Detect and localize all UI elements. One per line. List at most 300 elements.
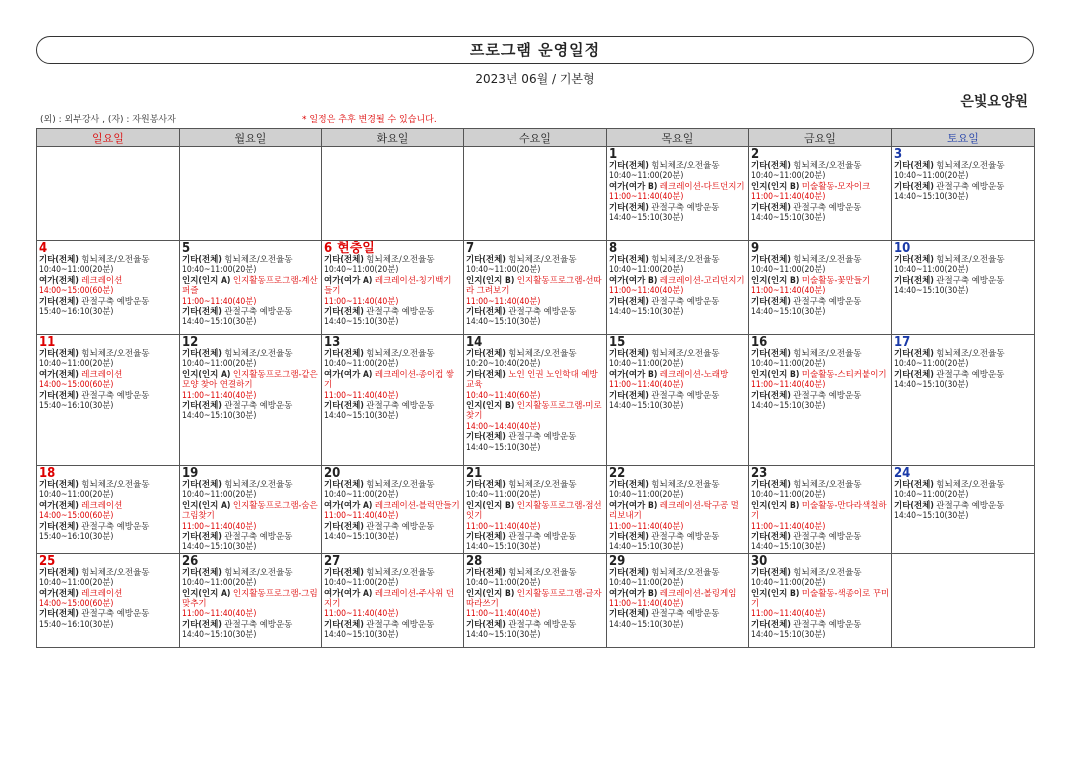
- day-number-text: 30: [751, 553, 768, 569]
- day-number: [609, 242, 747, 255]
- program-item: [182, 501, 320, 522]
- program-time: 10:40~11:00(20분): [894, 490, 969, 501]
- day-cell: [607, 241, 749, 335]
- program-item: [609, 276, 747, 286]
- day-cell: [322, 335, 464, 466]
- program-time: 11:00~11:40(40분): [182, 390, 257, 401]
- program-time: 10:40~11:00(20분): [466, 265, 541, 276]
- program-name: 힘뇌체조/오전율동: [366, 349, 435, 359]
- program-time: 10:40~11:00(20분): [182, 490, 257, 501]
- program-time: 14:40~15:10(30분): [894, 192, 969, 203]
- day-number-text: 23: [751, 466, 768, 481]
- program-name: 관절구축 예방운동: [224, 307, 293, 318]
- program-name: 인지활동프로그램-점선잇기: [466, 500, 602, 522]
- weekday-sat: 토요일: [892, 129, 1035, 147]
- program-name: 관절구축 예방운동: [81, 390, 150, 401]
- day-cell: [464, 241, 607, 335]
- program-category: 기타(전체): [324, 401, 364, 412]
- day-number-text: 2: [751, 147, 760, 162]
- program-name: 레크레이션-볼링게임: [659, 588, 737, 599]
- program-time: 10:40~11:00(20분): [39, 359, 114, 370]
- program-item: [182, 370, 320, 391]
- day-number-text: 19: [182, 466, 199, 481]
- program-time: 11:00~11:40(40분): [609, 380, 684, 391]
- program-item: [751, 182, 890, 192]
- program-item: [466, 480, 605, 490]
- program-category: 기타(전체): [39, 567, 79, 578]
- day-cell: [892, 335, 1035, 466]
- program-name: 관절구축 예방운동: [224, 532, 293, 543]
- program-category: 기타(전체): [751, 296, 791, 307]
- program-time: 14:40~15:10(30분): [894, 286, 969, 297]
- program-name: 미술활동-색종이로 꾸미기: [751, 588, 890, 610]
- day-number: [39, 467, 178, 480]
- program-category: 여가(전체): [39, 369, 79, 380]
- program-time: 11:00~11:40(40분): [751, 380, 826, 391]
- program-time: 11:00~11:40(40분): [609, 286, 684, 297]
- program-time: 14:40~15:10(30분): [894, 511, 969, 522]
- program-name: 인지활동프로그램-선따라 그려보기: [466, 275, 602, 297]
- program-name: 힘뇌체조/오전율동: [81, 567, 150, 578]
- week-row: [37, 335, 1035, 466]
- program-item: [182, 620, 320, 630]
- program-category: 인지(인지 B): [466, 588, 515, 599]
- day-cell: [464, 335, 607, 466]
- program-item: [751, 620, 890, 630]
- program-time: 14:40~15:10(30분): [466, 442, 541, 453]
- program-time: 14:00~15:00(60분): [39, 599, 114, 610]
- program-category: 기타(전체): [609, 532, 649, 543]
- program-name: 미술활동-스티커붙이기: [801, 369, 887, 380]
- program-item: [324, 276, 462, 297]
- program-category: 인지(인지 B): [466, 275, 515, 286]
- program-name: 인지활동프로그램-그림맞추기: [182, 588, 318, 610]
- program-category: 기타(전체): [894, 161, 934, 171]
- program-item: [751, 589, 890, 610]
- program-item: [182, 568, 320, 578]
- program-item: [751, 370, 890, 380]
- program-name: 관절구축 예방운동: [508, 432, 577, 443]
- program-time: 14:40~15:10(30분): [466, 630, 541, 641]
- program-name: 인지활동프로그램-같은모양 찾아 연결하기: [182, 369, 318, 391]
- day-cell: [464, 553, 607, 647]
- program-time: 10:40~11:00(20분): [39, 578, 114, 589]
- program-category: 인지(인지 A): [182, 275, 231, 286]
- program-category: 기타(전체): [324, 521, 364, 532]
- program-time: 14:40~15:10(30분): [609, 307, 684, 318]
- program-time: 14:40~15:10(30분): [609, 619, 684, 630]
- program-category: 기타(전체): [182, 619, 222, 630]
- program-category: 기타(전체): [466, 432, 506, 443]
- program-name: 힘뇌체조/오전율동: [366, 255, 435, 265]
- program-category: 기타(전체): [609, 161, 649, 171]
- program-category: 기타(전체): [466, 255, 506, 265]
- program-time: 10:40~11:00(20분): [894, 171, 969, 182]
- program-category: 여가(여가 A): [324, 275, 373, 286]
- day-number-text: 6: [324, 241, 333, 256]
- program-time: 10:40~11:00(20분): [751, 265, 826, 276]
- program-time: 15:40~16:10(30분): [39, 619, 114, 630]
- day-number: [609, 467, 747, 480]
- program-name: 관절구축 예방운동: [651, 296, 720, 307]
- program-name: 힘뇌체조/오전율동: [793, 480, 862, 490]
- program-category: 여가(여가 A): [324, 588, 373, 599]
- program-category: 기타(전체): [324, 349, 364, 359]
- program-time: 10:40~11:00(20분): [751, 359, 826, 370]
- program-name: 노인 인권 노인학대 예방 교육: [466, 369, 598, 391]
- day-number-text: 16: [751, 335, 768, 350]
- program-item: [324, 349, 462, 359]
- day-number-text: 15: [609, 335, 626, 350]
- day-number-text: 1: [609, 147, 618, 162]
- day-number-text: 5: [182, 241, 191, 256]
- program-name: 힘뇌체조/오전율동: [936, 349, 1005, 359]
- program-name: 관절구축 예방운동: [936, 181, 1005, 192]
- program-category: 기타(전체): [39, 296, 79, 307]
- day-number-text: 14: [466, 335, 483, 350]
- day-cell: [180, 147, 322, 241]
- program-category: 기타(전체): [609, 567, 649, 578]
- program-time: 14:00~15:00(60분): [39, 380, 114, 391]
- program-item: [751, 391, 890, 401]
- program-category: 기타(전체): [894, 369, 934, 380]
- program-item: [609, 161, 747, 171]
- day-number: [751, 336, 890, 349]
- program-item: [182, 255, 320, 265]
- program-category: 여가(여가 B): [609, 500, 658, 511]
- program-name: 관절구축 예방운동: [793, 619, 862, 630]
- program-item: [466, 432, 605, 442]
- program-name: 관절구축 예방운동: [81, 521, 150, 532]
- program-time: 11:00~11:40(40분): [182, 521, 257, 532]
- program-category: 기타(전체): [609, 609, 649, 620]
- program-item: [324, 370, 462, 391]
- program-time: 10:40~11:00(20분): [894, 265, 969, 276]
- day-cell: [892, 241, 1035, 335]
- program-item: [324, 522, 462, 532]
- program-category: 여가(여가 A): [324, 500, 373, 511]
- program-category: 기타(전체): [894, 275, 934, 286]
- program-item: [466, 501, 605, 522]
- program-category: 기타(전체): [751, 349, 791, 359]
- day-cell: [892, 553, 1035, 647]
- program-category: 기타(전체): [466, 619, 506, 630]
- program-name: 레크레이션-주사위 던지기: [324, 588, 454, 610]
- program-name: 관절구축 예방운동: [793, 390, 862, 401]
- program-category: 여가(전체): [39, 500, 79, 511]
- program-name: 관절구축 예방운동: [81, 296, 150, 307]
- program-item: [324, 401, 462, 411]
- program-item: [894, 349, 1033, 359]
- program-time: 15:40~16:10(30분): [39, 401, 114, 412]
- program-item: [39, 255, 178, 265]
- program-item: [466, 276, 605, 297]
- day-cell: [37, 241, 180, 335]
- program-item: [182, 480, 320, 490]
- day-number: [182, 555, 320, 568]
- program-category: 인지(인지 B): [751, 369, 800, 380]
- program-category: 기타(전체): [466, 567, 506, 578]
- program-name: 관절구축 예방운동: [508, 619, 577, 630]
- program-item: [609, 203, 747, 213]
- program-name: 관절구축 예방운동: [366, 521, 435, 532]
- program-category: 기타(전체): [751, 161, 791, 171]
- program-category: 기타(전체): [324, 567, 364, 578]
- weekday-tue: 화요일: [322, 129, 464, 147]
- program-name: 미술활동-꽃만들기: [801, 275, 871, 286]
- day-number-text: 10: [894, 241, 911, 256]
- day-number: [751, 242, 890, 255]
- page-title: 프로그램 운영일정: [36, 36, 1034, 64]
- day-cell: [322, 553, 464, 647]
- program-item: [751, 532, 890, 542]
- program-item: [39, 589, 178, 599]
- program-category: 기타(전체): [466, 307, 506, 318]
- program-name: 인지활동프로그램-미로찾기: [466, 401, 602, 422]
- program-category: 기타(전체): [609, 255, 649, 265]
- program-name: 관절구축 예방운동: [793, 296, 862, 307]
- program-category: 인지(인지 A): [182, 369, 231, 380]
- day-number: [751, 148, 890, 161]
- program-category: 기타(전체): [39, 609, 79, 620]
- program-item: [609, 568, 747, 578]
- program-item: [609, 349, 747, 359]
- program-time: 14:40~15:10(30분): [182, 630, 257, 641]
- day-number-text: 25: [39, 553, 56, 569]
- program-item: [894, 182, 1033, 192]
- program-name: 힘뇌체조/오전율동: [936, 161, 1005, 171]
- day-number: [324, 336, 462, 349]
- program-time: 10:40~11:00(20분): [609, 578, 684, 589]
- day-cell: [180, 553, 322, 647]
- program-category: 인지(인지 B): [751, 275, 800, 286]
- program-time: 10:40~11:00(20분): [466, 578, 541, 589]
- program-item: [751, 501, 890, 522]
- program-category: 여가(여가 A): [324, 369, 373, 380]
- program-name: 레크레이션: [81, 500, 123, 511]
- program-name: 힘뇌체조/오전율동: [224, 349, 293, 359]
- program-item: [894, 501, 1033, 511]
- program-time: 11:00~11:40(40분): [751, 521, 826, 532]
- day-cell: [607, 147, 749, 241]
- program-name: 관절구축 예방운동: [366, 401, 435, 412]
- program-time: 14:40~15:10(30분): [609, 401, 684, 412]
- program-category: 기타(전체): [751, 567, 791, 578]
- program-category: 여가(전체): [39, 588, 79, 599]
- day-number: [466, 467, 605, 480]
- program-name: 레크레이션-탁구공 멀리보내기: [609, 500, 739, 522]
- program-time: 11:00~11:40(40분): [182, 296, 257, 307]
- program-item: [609, 391, 747, 401]
- program-category: 기타(전체): [324, 307, 364, 318]
- program-time: 11:00~11:40(40분): [466, 296, 541, 307]
- day-number: [894, 148, 1033, 161]
- program-name: 힘뇌체조/오전율동: [508, 255, 577, 265]
- program-time: 10:40~11:00(20분): [39, 265, 114, 276]
- program-category: 기타(전체): [751, 619, 791, 630]
- program-category: 인지(인지 B): [751, 181, 800, 192]
- program-category: 여가(여가 B): [609, 181, 658, 192]
- program-item: [39, 568, 178, 578]
- day-cell: [749, 553, 892, 647]
- program-item: [609, 182, 747, 192]
- program-category: 기타(전체): [751, 202, 791, 213]
- program-name: 힘뇌체조/오전율동: [366, 480, 435, 490]
- day-number: [609, 555, 747, 568]
- program-category: 기타(전체): [39, 480, 79, 490]
- program-category: 기타(전체): [609, 390, 649, 401]
- program-item: [182, 307, 320, 317]
- day-number-text: 21: [466, 466, 483, 481]
- program-category: 인지(인지 B): [751, 588, 800, 599]
- program-name: 힘뇌체조/오전율동: [793, 161, 862, 171]
- program-time: 10:40~11:00(20분): [751, 578, 826, 589]
- program-name: 레크레이션-블럭만들기: [374, 500, 460, 511]
- program-name: 힘뇌체조/오전율동: [508, 567, 577, 578]
- program-name: 힘뇌체조/오전율동: [793, 255, 862, 265]
- program-name: 힘뇌체조/오전율동: [651, 255, 720, 265]
- program-item: [466, 370, 605, 391]
- program-item: [751, 568, 890, 578]
- program-name: 힘뇌체조/오전율동: [508, 480, 577, 490]
- program-time: 10:40~11:00(20분): [609, 490, 684, 501]
- program-time: 11:00~11:40(40분): [609, 521, 684, 532]
- program-item: [39, 297, 178, 307]
- weekday-header-row: [37, 129, 1035, 147]
- weekday-wed: 수요일: [464, 129, 607, 147]
- day-cell: [180, 241, 322, 335]
- program-time: 14:40~15:10(30분): [609, 542, 684, 553]
- program-item: [466, 255, 605, 265]
- program-category: 기타(전체): [894, 255, 934, 265]
- day-cell: [322, 241, 464, 335]
- week-row: [37, 553, 1035, 647]
- program-category: 인지(인지 B): [466, 401, 515, 412]
- weekday-fri: 금요일: [749, 129, 892, 147]
- program-name: 힘뇌체조/오전율동: [81, 349, 150, 359]
- program-category: 기타(전체): [182, 255, 222, 265]
- program-name: 관절구축 예방운동: [224, 401, 293, 412]
- program-item: [609, 501, 747, 522]
- program-name: 힘뇌체조/오전율동: [936, 480, 1005, 490]
- day-cell: [749, 241, 892, 335]
- day-number: [894, 242, 1033, 255]
- legend-note: (외) : 외부강사 , (자) : 자원봉사자: [40, 115, 176, 125]
- program-name: 레크레이션-노래방: [659, 369, 729, 380]
- program-time: 11:00~11:40(40분): [609, 599, 684, 610]
- program-item: [39, 480, 178, 490]
- program-time: 11:00~11:40(40분): [324, 296, 399, 307]
- day-number: [751, 467, 890, 480]
- calendar-table: [36, 128, 1035, 648]
- day-number-text: 17: [894, 335, 911, 350]
- program-name: 레크레이션-종이컵 쌓기: [324, 369, 454, 391]
- program-item: [466, 568, 605, 578]
- program-name: 힘뇌체조/오전율동: [651, 349, 720, 359]
- program-name: 힘뇌체조/오전율동: [224, 255, 293, 265]
- day-cell: [892, 466, 1035, 554]
- day-cell: [464, 147, 607, 241]
- program-category: 기타(전체): [751, 532, 791, 543]
- day-number-text: 28: [466, 553, 483, 569]
- program-category: 기타(전체): [182, 567, 222, 578]
- program-category: 기타(전체): [466, 349, 506, 359]
- program-name: 관절구축 예방운동: [651, 202, 720, 213]
- program-time: 14:00~14:40(40분): [466, 421, 541, 432]
- program-category: 기타(전체): [609, 349, 649, 359]
- program-name: 인지활동프로그램-글자따라쓰기: [466, 588, 602, 610]
- program-time: 14:40~15:10(30분): [751, 401, 826, 412]
- program-item: [39, 370, 178, 380]
- day-number-text: 12: [182, 335, 199, 350]
- day-cell: [37, 466, 180, 554]
- program-name: 힘뇌체조/오전율동: [224, 480, 293, 490]
- program-category: 기타(전체): [182, 532, 222, 543]
- subtitle: 2023년 06월 / 기본형: [475, 72, 595, 86]
- program-category: 기타(전체): [609, 480, 649, 490]
- day-number: [609, 336, 747, 349]
- program-name: 힘뇌체조/오전율동: [793, 349, 862, 359]
- program-time: 14:40~15:10(30분): [324, 532, 399, 543]
- program-item: [182, 276, 320, 297]
- week-row: [37, 147, 1035, 241]
- program-time: 11:00~11:40(40분): [466, 609, 541, 620]
- program-time: 14:40~15:10(30분): [182, 542, 257, 553]
- program-category: 기타(전체): [182, 349, 222, 359]
- program-item: [39, 349, 178, 359]
- program-category: 기타(전체): [751, 390, 791, 401]
- program-name: 레크레이션: [81, 588, 123, 599]
- program-time: 14:40~15:10(30분): [324, 317, 399, 328]
- week-row: [37, 466, 1035, 554]
- program-item: [751, 297, 890, 307]
- program-name: 관절구축 예방운동: [366, 619, 435, 630]
- program-item: [894, 370, 1033, 380]
- program-name: 관절구축 예방운동: [508, 307, 577, 318]
- program-item: [751, 255, 890, 265]
- program-item: [182, 401, 320, 411]
- program-category: 기타(전체): [751, 480, 791, 490]
- day-number: [324, 555, 462, 568]
- program-time: 10:40~11:00(20분): [751, 490, 826, 501]
- day-cell: [464, 466, 607, 554]
- day-number-text: 3: [894, 147, 903, 162]
- program-item: [609, 589, 747, 599]
- program-item: [894, 480, 1033, 490]
- program-name: 힘뇌체조/오전율동: [936, 255, 1005, 265]
- program-time: 10:40~11:00(20분): [182, 359, 257, 370]
- day-number: [39, 555, 178, 568]
- day-cell: [749, 147, 892, 241]
- program-name: 힘뇌체조/오전율동: [651, 567, 720, 578]
- program-item: [894, 276, 1033, 286]
- program-item: [324, 589, 462, 610]
- program-name: 인지활동프로그램-숨은그림찾기: [182, 500, 318, 522]
- program-name: 관절구축 예방운동: [793, 202, 862, 213]
- program-time: 10:40~11:00(20분): [609, 265, 684, 276]
- program-time: 15:40~16:10(30분): [39, 307, 114, 318]
- program-time: 10:40~11:00(20분): [182, 265, 257, 276]
- program-item: [324, 501, 462, 511]
- program-category: 기타(전체): [324, 619, 364, 630]
- program-item: [751, 161, 890, 171]
- program-time: 10:40~11:00(20분): [324, 359, 399, 370]
- program-name: 인지활동프로그램-계산퍼즐: [182, 275, 318, 297]
- program-name: 관절구축 예방운동: [224, 619, 293, 630]
- program-name: 힘뇌체조/오전율동: [508, 349, 577, 359]
- day-number: [751, 555, 890, 568]
- program-category: 기타(전체): [182, 401, 222, 412]
